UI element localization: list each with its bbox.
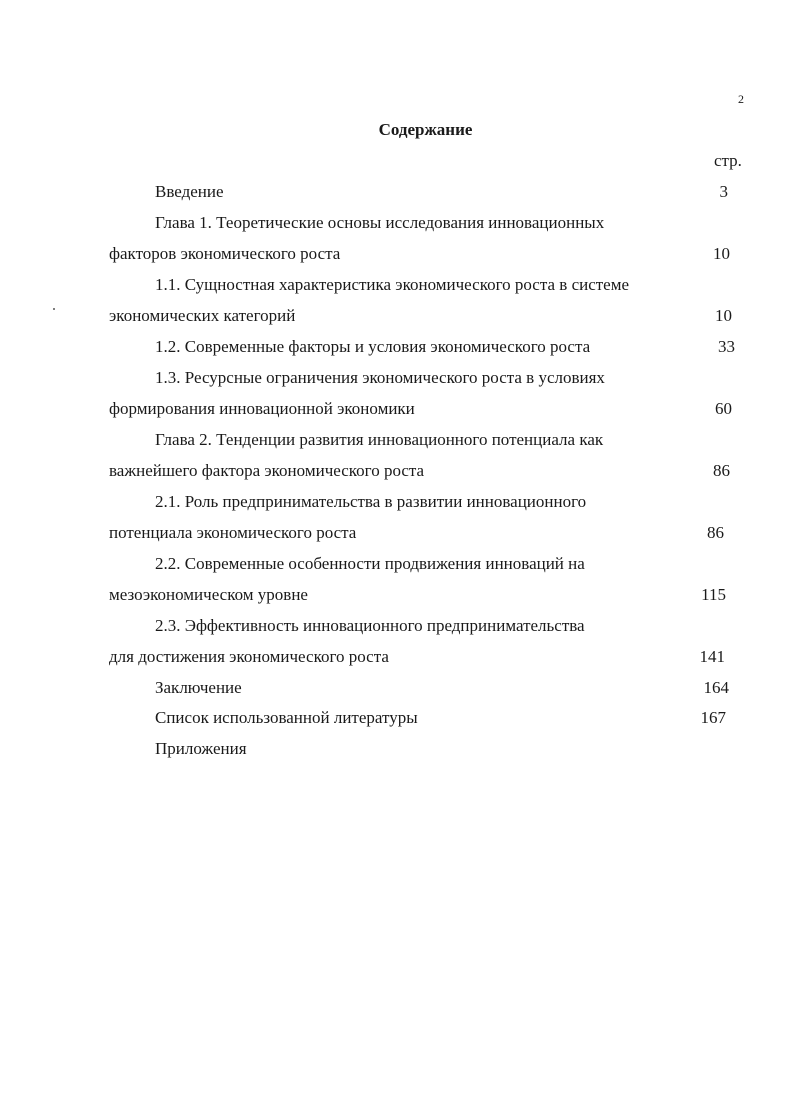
toc-entry-section-2-1-cont: потенциала экономического роста bbox=[109, 523, 357, 542]
page-number: 2 bbox=[738, 92, 744, 106]
toc-entry-chapter-1: Глава 1. Теоретические основы исследования инновационных bbox=[155, 213, 605, 232]
toc-page-section-1-3: 60 bbox=[715, 399, 732, 418]
toc-page-section-2-2: 115 bbox=[701, 585, 726, 604]
toc-entry-section-1-3-cont: формирования инновационной экономики bbox=[109, 399, 415, 418]
toc-page-chapter-2: 86 bbox=[713, 461, 730, 480]
toc-entry-section-2-3: 2.3. Эффективность инновационного предпринимательства bbox=[155, 616, 585, 635]
toc-entry-chapter-2: Глава 2. Тенденции развития инновационного потенциала как bbox=[155, 430, 604, 449]
toc-entry-section-1-3: 1.3. Ресурсные ограничения экономического роста в условиях bbox=[155, 368, 605, 387]
toc-page-bibliography: 167 bbox=[700, 708, 726, 727]
toc-entry-section-1-1-cont: экономических категорий bbox=[109, 306, 296, 325]
page-column-label: стр. bbox=[714, 151, 742, 170]
toc-page-section-1-2: 33 bbox=[718, 337, 735, 356]
toc-entry-section-2-3-cont: для достижения экономического роста bbox=[109, 647, 389, 666]
toc-entry-section-1-1: 1.1. Сущностная характеристика экономического роста в системе bbox=[155, 275, 630, 294]
scan-speck bbox=[53, 308, 55, 310]
toc-page-section-1-1: 10 bbox=[715, 306, 732, 325]
toc-page-conclusion: 164 bbox=[703, 678, 729, 697]
toc-entry-conclusion: Заключение bbox=[155, 678, 242, 697]
toc-entry-section-2-2: 2.2. Современные особенности продвижения инноваций на bbox=[155, 554, 585, 573]
toc-page-section-2-3: 141 bbox=[699, 647, 725, 666]
toc-page-chapter-1: 10 bbox=[713, 244, 730, 263]
toc-entry-chapter-1-cont: факторов экономического роста bbox=[109, 244, 341, 263]
toc-page-introduction: 3 bbox=[719, 182, 728, 201]
toc-entry-introduction: Введение bbox=[155, 182, 224, 201]
toc-entry-appendices: Приложения bbox=[155, 739, 247, 758]
toc-entry-section-2-2-cont: мезоэкономическом уровне bbox=[109, 585, 308, 604]
toc-page-section-2-1: 86 bbox=[707, 523, 724, 542]
toc-entry-chapter-2-cont: важнейшего фактора экономического роста bbox=[109, 461, 425, 480]
toc-entry-section-2-1: 2.1. Роль предпринимательства в развитии инновационного bbox=[155, 492, 587, 511]
toc-entry-bibliography: Список использованной литературы bbox=[155, 708, 418, 727]
toc-entry-section-1-2: 1.2. Современные факторы и условия экономического роста bbox=[155, 337, 591, 356]
page-title: Содержание bbox=[378, 120, 473, 139]
